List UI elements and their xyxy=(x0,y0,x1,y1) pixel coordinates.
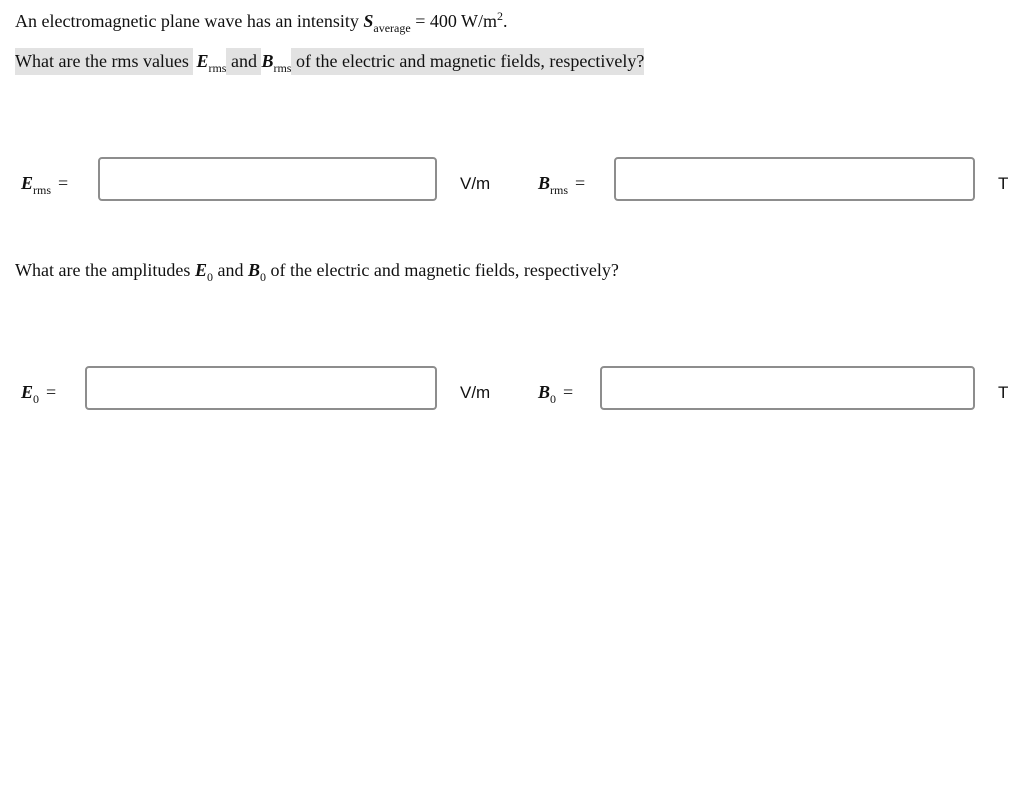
question-rms-b-sub: rms xyxy=(273,61,292,75)
intro-suffix: . xyxy=(503,11,508,31)
b0-unit: T xyxy=(998,383,1009,402)
intensity-exponent: 2 xyxy=(497,9,504,23)
problem-statement xyxy=(15,9,508,35)
question-rms-e-sub: rms xyxy=(208,61,227,75)
b-rms-symbol: B xyxy=(538,173,551,193)
e0-input[interactable] xyxy=(85,366,437,410)
b0-equals: = xyxy=(563,382,574,402)
b-rms-input[interactable] xyxy=(614,157,975,201)
question-rms-and: and xyxy=(226,48,261,75)
e0-unit: V/m xyxy=(460,383,491,402)
b-rms-label xyxy=(538,173,586,197)
question-amp-e-var: E xyxy=(194,260,207,280)
question-rms xyxy=(15,51,645,75)
b-rms-subscript: rms xyxy=(550,183,569,197)
question-amp-b-sub: 0 xyxy=(259,270,266,284)
intensity-subscript: average xyxy=(373,21,411,35)
b0-subscript: 0 xyxy=(550,392,557,406)
e0-label xyxy=(21,382,57,406)
e0-equals: = xyxy=(46,382,57,402)
question-amp-suffix: of the electric and magnetic fields, respectively? xyxy=(265,260,619,280)
e-rms-symbol: E xyxy=(21,173,34,193)
b-rms-unit: T xyxy=(998,174,1009,193)
question-amp-b-var: B xyxy=(247,260,260,280)
b0-input[interactable] xyxy=(600,366,975,410)
b0-symbol: B xyxy=(538,382,551,402)
e-rms-input[interactable] xyxy=(98,157,437,201)
question-amp-prefix: What are the amplitudes xyxy=(15,260,195,280)
e0-symbol: E xyxy=(21,382,34,402)
question-rms-b-var: B xyxy=(261,51,274,71)
question-amplitude xyxy=(15,260,619,284)
b-rms-equals: = xyxy=(575,173,586,193)
b0-label xyxy=(538,382,574,406)
question-rms-prefix: What are the rms values xyxy=(15,48,193,75)
intensity-symbol: S xyxy=(363,11,374,31)
question-amp-e-sub: 0 xyxy=(206,270,213,284)
e0-subscript: 0 xyxy=(33,392,40,406)
e-rms-equals: = xyxy=(58,173,69,193)
intro-prefix: An electromagnetic plane wave has an intensity xyxy=(15,11,364,31)
intensity-value: = 400 W/m xyxy=(410,11,498,31)
e-rms-unit: V/m xyxy=(460,174,491,193)
question-rms-suffix: of the electric and magnetic fields, respectively? xyxy=(291,48,644,75)
question-amp-and: and xyxy=(212,260,248,280)
e-rms-label xyxy=(21,173,69,197)
e-rms-subscript: rms xyxy=(33,183,52,197)
question-rms-e-var: E xyxy=(196,51,209,71)
